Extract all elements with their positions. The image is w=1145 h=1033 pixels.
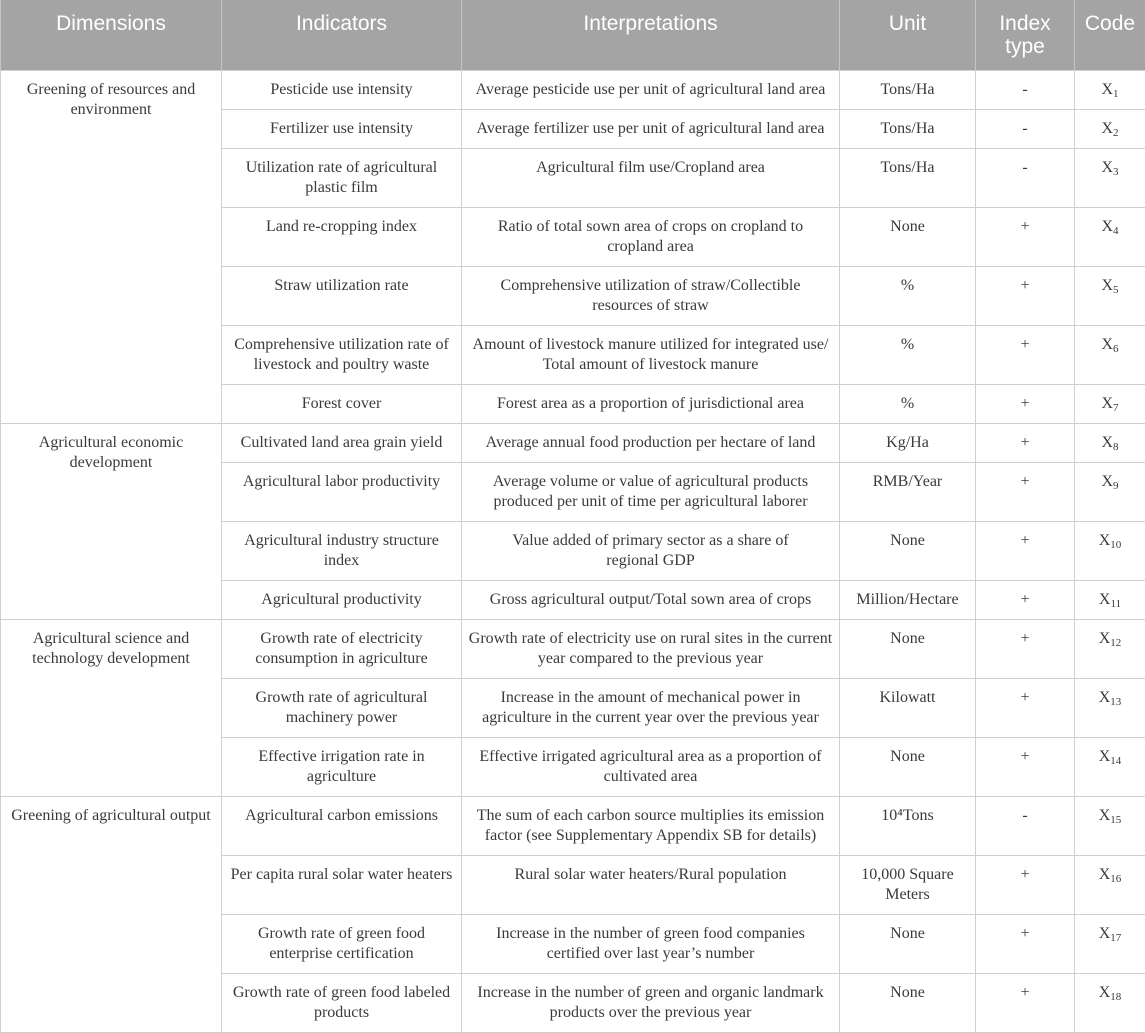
- code-subscript: 6: [1113, 342, 1119, 355]
- unit-cell: Million/Hectare: [840, 580, 976, 619]
- dimension-cell: Agricultural science and technology development: [1, 619, 222, 796]
- interpretation-cell: Value added of primary sector as a share of regional GDP: [462, 521, 840, 580]
- code-subscript: 4: [1113, 224, 1119, 237]
- indicator-cell: Pesticide use intensity: [222, 70, 462, 109]
- code-base: X: [1101, 433, 1114, 451]
- header-code: Code: [1075, 0, 1145, 70]
- code-base: X: [1101, 472, 1114, 490]
- unit-cell: None: [840, 521, 976, 580]
- indicator-cell: Agricultural labor productivity: [222, 462, 462, 521]
- code-base: X: [1101, 394, 1114, 412]
- dimension-cell: Agricultural economic development: [1, 423, 222, 619]
- indicator-cell: Land re-cropping index: [222, 207, 462, 266]
- table-header: [1, 0, 1145, 70]
- indicator-cell: Per capita rural solar water heaters: [222, 855, 462, 914]
- indicator-cell: Growth rate of electricity consumption in agriculture: [222, 619, 462, 678]
- code-cell: [1075, 973, 1145, 1032]
- index-type-cell: +: [976, 384, 1075, 423]
- code-cell: [1075, 266, 1145, 325]
- code-cell: [1075, 796, 1145, 855]
- code-base: X: [1098, 865, 1111, 883]
- interpretation-cell: Comprehensive utilization of straw/Collectible resources of straw: [462, 266, 840, 325]
- table-row: [1, 70, 1145, 109]
- index-type-cell: +: [976, 678, 1075, 737]
- table-body: [1, 70, 1145, 1032]
- code-subscript: 12: [1110, 636, 1122, 649]
- index-type-cell: +: [976, 914, 1075, 973]
- unit-cell: Tons/Ha: [840, 70, 976, 109]
- code-base: X: [1101, 158, 1114, 176]
- interpretation-cell: Increase in the number of green and organic landmark products over the previous year: [462, 973, 840, 1032]
- code-base: X: [1101, 335, 1114, 353]
- code-cell: [1075, 423, 1145, 462]
- unit-cell: Tons/Ha: [840, 148, 976, 207]
- interpretation-cell: Increase in the amount of mechanical power in agriculture in the current year over the previous year: [462, 678, 840, 737]
- interpretation-cell: Ratio of total sown area of crops on cropland to cropland area: [462, 207, 840, 266]
- code-cell: [1075, 914, 1145, 973]
- unit-cell: %: [840, 325, 976, 384]
- code-cell: [1075, 521, 1145, 580]
- code-cell: [1075, 325, 1145, 384]
- code-base: X: [1098, 806, 1111, 824]
- indicator-cell: Agricultural carbon emissions: [222, 796, 462, 855]
- header-unit: Unit: [840, 0, 976, 70]
- index-type-cell: -: [976, 109, 1075, 148]
- index-type-cell: +: [976, 462, 1075, 521]
- code-subscript: 8: [1113, 440, 1119, 453]
- unit-cell: %: [840, 384, 976, 423]
- code-cell: [1075, 678, 1145, 737]
- index-type-cell: +: [976, 855, 1075, 914]
- code-subscript: 10: [1110, 538, 1122, 551]
- code-base: X: [1098, 688, 1111, 706]
- unit-cell: None: [840, 914, 976, 973]
- indicator-cell: Growth rate of agricultural machinery power: [222, 678, 462, 737]
- code-subscript: 1: [1113, 87, 1119, 100]
- code-cell: [1075, 737, 1145, 796]
- unit-cell: 10⁴Tons: [840, 796, 976, 855]
- code-subscript: 2: [1113, 126, 1119, 139]
- index-type-cell: +: [976, 266, 1075, 325]
- code-base: X: [1098, 629, 1111, 647]
- index-type-cell: +: [976, 521, 1075, 580]
- code-base: X: [1101, 276, 1114, 294]
- table-row: [1, 423, 1145, 462]
- code-subscript: 14: [1110, 754, 1122, 767]
- unit-cell: Kilowatt: [840, 678, 976, 737]
- interpretation-cell: Forest area as a proportion of jurisdictional area: [462, 384, 840, 423]
- code-cell: [1075, 619, 1145, 678]
- index-type-cell: +: [976, 325, 1075, 384]
- indicator-cell: Effective irrigation rate in agriculture: [222, 737, 462, 796]
- unit-cell: %: [840, 266, 976, 325]
- indicator-cell: Fertilizer use intensity: [222, 109, 462, 148]
- interpretation-cell: Average fertilizer use per unit of agricultural land area: [462, 109, 840, 148]
- indicator-cell: Growth rate of green food labeled products: [222, 973, 462, 1032]
- code-subscript: 9: [1113, 479, 1119, 492]
- table-row: [1, 796, 1145, 855]
- header-indicators: Indicators: [222, 0, 462, 70]
- indicator-cell: Cultivated land area grain yield: [222, 423, 462, 462]
- code-base: X: [1098, 590, 1111, 608]
- index-type-cell: +: [976, 580, 1075, 619]
- interpretation-cell: Growth rate of electricity use on rural sites in the current year compared to the previous year: [462, 619, 840, 678]
- unit-cell: Kg/Ha: [840, 423, 976, 462]
- code-base: X: [1098, 924, 1111, 942]
- code-subscript: 5: [1113, 283, 1119, 296]
- interpretation-cell: Effective irrigated agricultural area as a proportion of cultivated area: [462, 737, 840, 796]
- interpretation-cell: Gross agricultural output/Total sown area of crops: [462, 580, 840, 619]
- code-base: X: [1101, 80, 1114, 98]
- interpretation-cell: Rural solar water heaters/Rural population: [462, 855, 840, 914]
- code-cell: [1075, 148, 1145, 207]
- code-cell: [1075, 109, 1145, 148]
- code-cell: [1075, 207, 1145, 266]
- unit-cell: None: [840, 737, 976, 796]
- code-base: X: [1098, 747, 1111, 765]
- header-dimensions: Dimensions: [1, 0, 222, 70]
- code-subscript: 17: [1110, 931, 1122, 944]
- indicator-cell: Straw utilization rate: [222, 266, 462, 325]
- header-row: [1, 0, 1145, 70]
- code-cell: [1075, 462, 1145, 521]
- code-subscript: 3: [1113, 165, 1119, 178]
- code-subscript: 13: [1110, 695, 1122, 708]
- index-type-cell: -: [976, 70, 1075, 109]
- index-type-cell: -: [976, 148, 1075, 207]
- code-cell: [1075, 384, 1145, 423]
- indicator-cell: Forest cover: [222, 384, 462, 423]
- header-index-type: Index type: [976, 0, 1075, 70]
- indicator-cell: Growth rate of green food enterprise certification: [222, 914, 462, 973]
- code-base: X: [1098, 983, 1111, 1001]
- indicator-cell: Utilization rate of agricultural plastic film: [222, 148, 462, 207]
- index-type-cell: +: [976, 423, 1075, 462]
- code-subscript: 18: [1110, 990, 1122, 1003]
- unit-cell: RMB/Year: [840, 462, 976, 521]
- indicator-cell: Comprehensive utilization rate of livestock and poultry waste: [222, 325, 462, 384]
- unit-cell: None: [840, 973, 976, 1032]
- unit-cell: 10,000 Square Meters: [840, 855, 976, 914]
- header-interpretations: Interpretations: [462, 0, 840, 70]
- index-type-cell: +: [976, 737, 1075, 796]
- interpretation-cell: Amount of livestock manure utilized for integrated use/ Total amount of livestock manure: [462, 325, 840, 384]
- index-type-cell: +: [976, 619, 1075, 678]
- interpretation-cell: Average pesticide use per unit of agricultural land area: [462, 70, 840, 109]
- interpretation-cell: Average annual food production per hectare of land: [462, 423, 840, 462]
- dimension-cell: Greening of agricultural output: [1, 796, 222, 1032]
- interpretation-cell: The sum of each carbon source multiplies its emission factor (see Supplementary Appendix SB for details): [462, 796, 840, 855]
- index-type-cell: +: [976, 207, 1075, 266]
- unit-cell: None: [840, 619, 976, 678]
- code-subscript: 11: [1110, 597, 1122, 610]
- interpretation-cell: Average volume or value of agricultural products produced per unit of time per agricultural laborer: [462, 462, 840, 521]
- code-subscript: 16: [1110, 872, 1122, 885]
- code-cell: [1075, 855, 1145, 914]
- code-subscript: 15: [1110, 813, 1122, 826]
- dimension-cell: Greening of resources and environment: [1, 70, 222, 423]
- unit-cell: Tons/Ha: [840, 109, 976, 148]
- code-cell: [1075, 70, 1145, 109]
- code-cell: [1075, 580, 1145, 619]
- code-base: X: [1098, 531, 1111, 549]
- interpretation-cell: Increase in the number of green food companies certified over last year’s number: [462, 914, 840, 973]
- table-row: [1, 619, 1145, 678]
- code-subscript: 7: [1113, 401, 1119, 414]
- code-base: X: [1101, 217, 1114, 235]
- index-type-cell: -: [976, 796, 1075, 855]
- index-type-cell: +: [976, 973, 1075, 1032]
- indicator-cell: Agricultural industry structure index: [222, 521, 462, 580]
- indicator-cell: Agricultural productivity: [222, 580, 462, 619]
- code-base: X: [1101, 119, 1114, 137]
- interpretation-cell: Agricultural film use/Cropland area: [462, 148, 840, 207]
- unit-cell: None: [840, 207, 976, 266]
